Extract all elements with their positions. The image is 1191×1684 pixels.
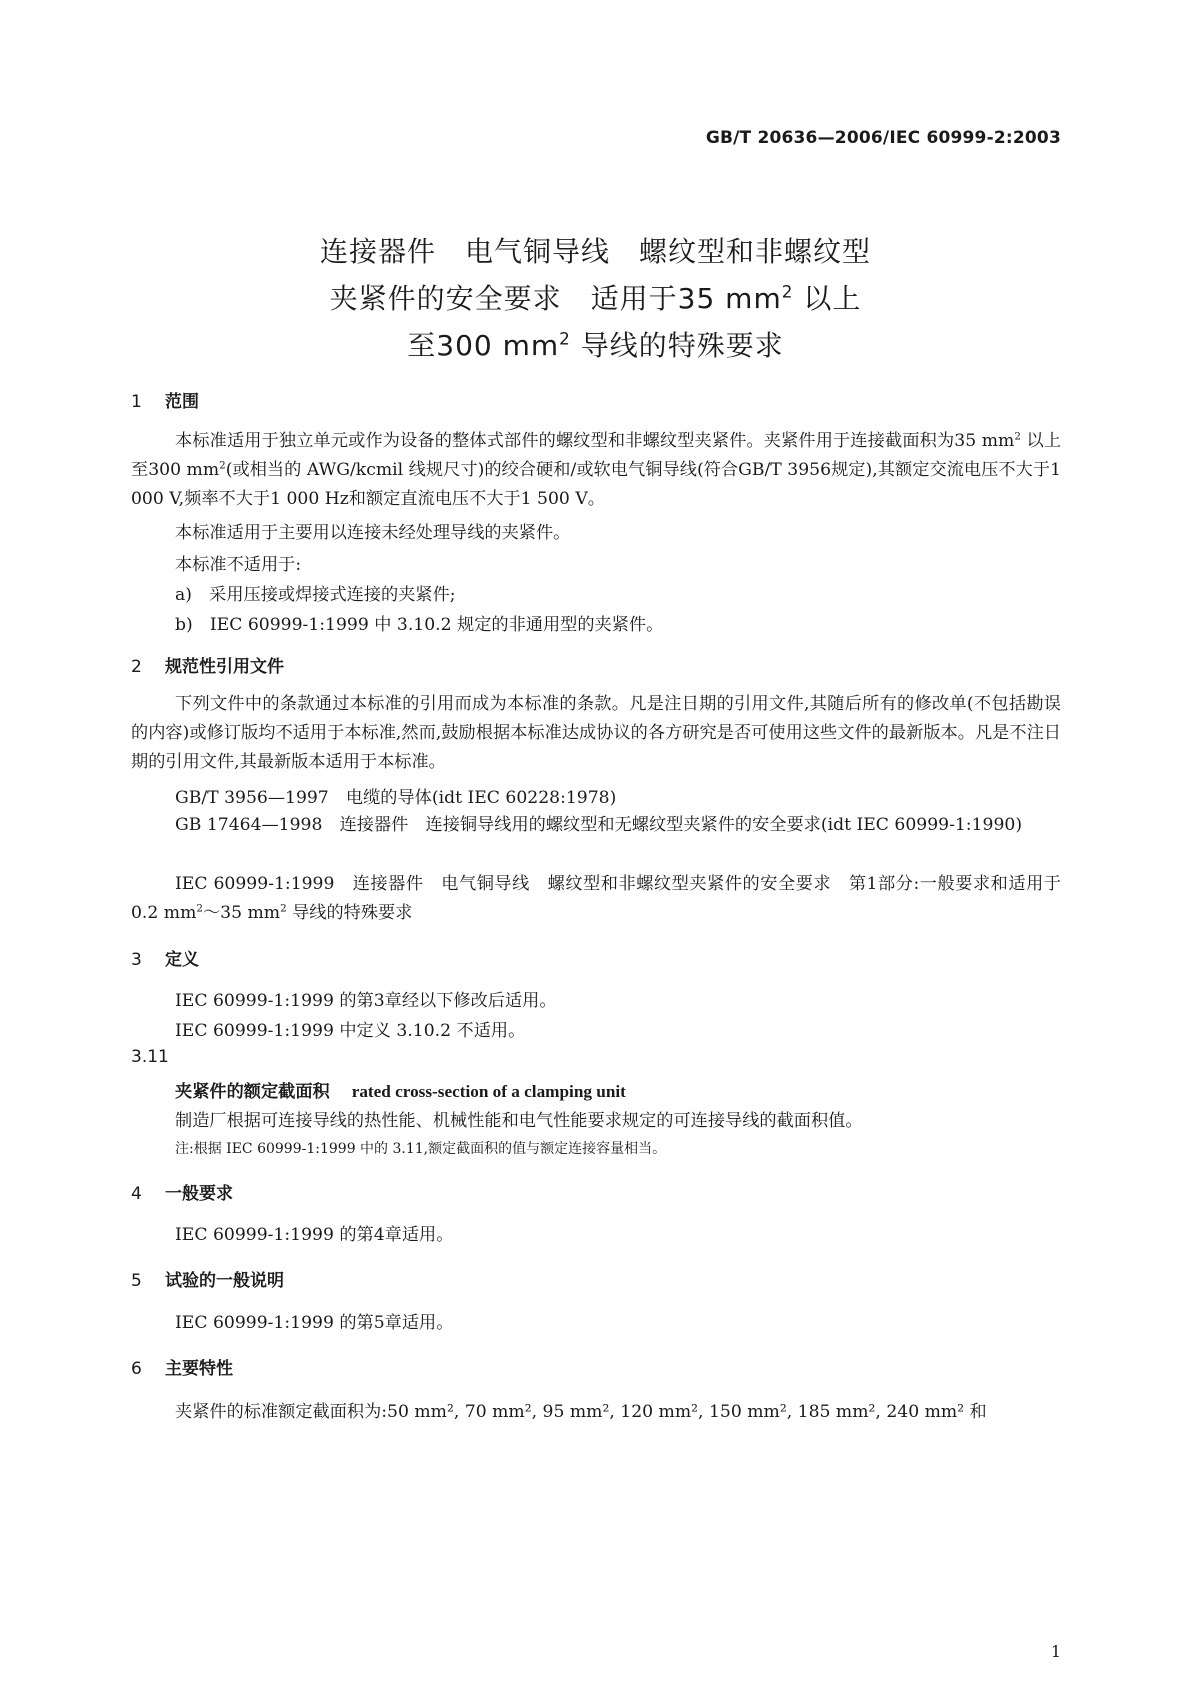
reference-2: GB 17464—1998 连接器件 连接铜导线用的螺纹型和无螺纹型夹紧件的安全要求(idt IEC 60999-1:1990)	[175, 815, 1023, 835]
section-3-paragraph-2: IEC 60999-1:1999 中定义 3.10.2 不适用。	[175, 1021, 526, 1041]
definition-note: 注:根据 IEC 60999-1:1999 中的 3.11,额定截面积的值与额定连接容量相当。	[175, 1141, 667, 1157]
section-4-heading: 4 一般要求	[131, 1184, 233, 1204]
subclause-3-11-number: 3.11	[131, 1047, 169, 1067]
section-3-paragraph-1: IEC 60999-1:1999 的第3章经以下修改后适用。	[175, 991, 557, 1011]
term-entry	[175, 1077, 626, 1102]
section-1-item-b: b) IEC 60999-1:1999 中 3.10.2 规定的非通用型的夹紧件。	[175, 615, 664, 635]
section-3-heading: 3 定义	[131, 950, 199, 970]
section-1-item-a: a) 采用压接或焊接式连接的夹紧件;	[175, 585, 456, 605]
term-definition: 制造厂根据可连接导线的热性能、机械性能和电气性能要求规定的可连接导线的截面积值。	[175, 1111, 863, 1131]
section-6-paragraph-1: 夹紧件的标准额定截面积为:50 mm², 70 mm², 95 mm², 120 mm², 150 mm², 185 mm², 240 mm² 和	[175, 1402, 987, 1422]
page-number: 1	[1050, 1642, 1061, 1661]
title-line-1: 连接器件 电气铜导线 螺纹型和非螺纹型	[319, 235, 871, 268]
section-6-heading: 6 主要特性	[131, 1359, 233, 1379]
title-line-3: 至300 $mm^2$ 导线的特殊要求	[407, 328, 784, 362]
document-title	[0, 228, 1191, 369]
section-1-paragraph-2: 本标准适用于主要用以连接未经处理导线的夹紧件。	[175, 523, 571, 543]
section-2-paragraph-1: 下列文件中的条款通过本标准的引用而成为本标准的条款。凡是注日期的引用文件,其随后所有的修改单(不包括勘误的内容)或修订版均不适用于本标准,然而,鼓励根据本标准达成协议的各方研究是否可使用这些文件的最新版本。凡是不注日期的引用文件,其最新版本适用于本标准。	[131, 694, 1061, 772]
section-4-paragraph-1: IEC 60999-1:1999 的第4章适用。	[175, 1225, 454, 1245]
section-5-paragraph-1: IEC 60999-1:1999 的第5章适用。	[175, 1313, 454, 1333]
section-5-heading: 5 试验的一般说明	[131, 1271, 284, 1291]
section-1-heading: 1 范围	[131, 392, 199, 412]
term-chinese: 夹紧件的额定截面积	[175, 1082, 330, 1102]
title-line-2: 夹紧件的安全要求 适用于35 $mm^2$ 以上	[329, 281, 862, 315]
section-1-paragraph-3: 本标准不适用于:	[175, 555, 302, 575]
reference-1: GB/T 3956—1997 电缆的导体(idt IEC 60228:1978)	[175, 788, 617, 808]
section-1-paragraph-1: 本标准适用于独立单元或作为设备的整体式部件的螺纹型和非螺纹型夹紧件。夹紧件用于连接截面积为35 $mm^2$ 以上至300 $mm^2$(或相当的 AWG/kcmil 线规尺寸)的绞合硬和/或软电气铜导线(符合GB/T 3956规定),其额定交流电压不大于1 000 V,频率不大于1 000 Hz和额定直流电压不大于1 500 V。	[131, 430, 1062, 509]
section-2-heading: 2 规范性引用文件	[131, 657, 284, 677]
standard-number: GB/T 20636—2006/IEC 60999-2:2003	[705, 128, 1061, 148]
reference-3: IEC 60999-1:1999 连接器件 电气铜导线 螺纹型和非螺纹型夹紧件的安全要求 第1部分:一般要求和适用于0.2 $mm^2\sim 35$ $mm^2$ 导线的特殊要求	[131, 874, 1061, 923]
term-english: rated cross-section of a clamping unit	[351, 1082, 626, 1101]
